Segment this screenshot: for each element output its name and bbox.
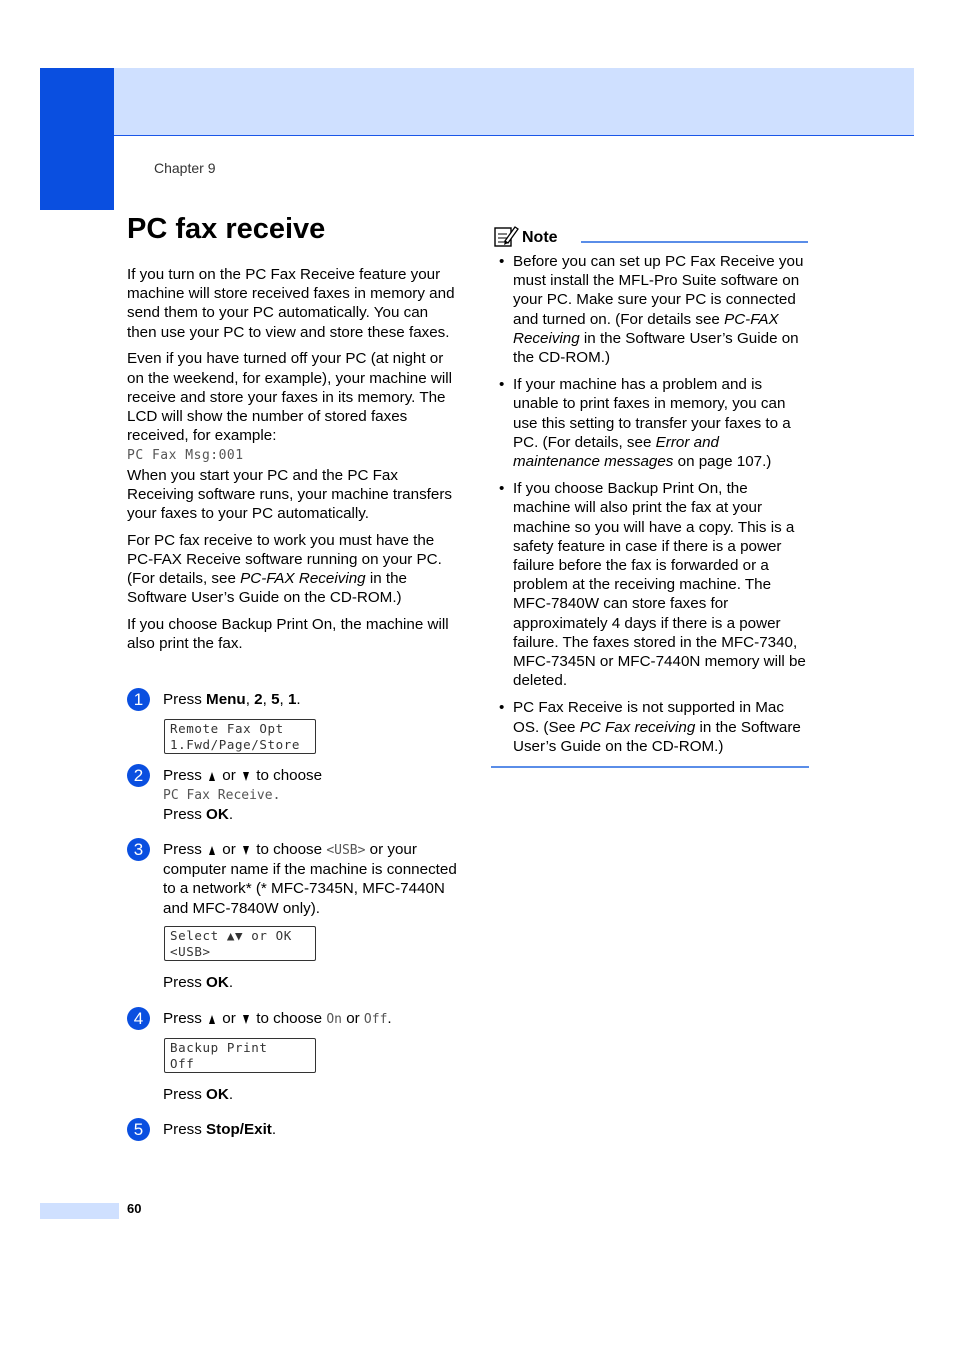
step-number-5: 5	[127, 1118, 150, 1141]
step-5	[127, 1118, 457, 1139]
step-2-press-ok	[163, 805, 457, 824]
note-item-1-a: Before you can set up PC Fax Receive you must install the MFL-Pro Suite software on your PC. Make sure your PC is connected and turned on. (For details see	[513, 253, 804, 328]
note-item	[491, 698, 809, 756]
or: or	[218, 767, 240, 784]
up-arrow-icon	[209, 846, 215, 855]
key-5: 5	[271, 691, 280, 708]
intro-paragraph-5: If you choose Backup Print On, the machine will also print the fax.	[127, 615, 449, 653]
step-3-rest: or your computer name if the machine is connected to a network* (* MFC-7345N, MFC-7440N and MFC-7840W only).	[163, 841, 457, 917]
step-5-text	[163, 1118, 457, 1139]
press: Press	[163, 1086, 207, 1103]
page-number-bar	[40, 1203, 119, 1219]
up-arrow-icon	[209, 772, 215, 781]
note-item-1-em: PC-FAX Receiving	[513, 310, 779, 347]
note-item-4-em: PC Fax receiving	[579, 718, 696, 736]
note-box	[491, 222, 809, 764]
period: .	[271, 1121, 277, 1138]
note-item-2-em: Error and maintenance messages	[513, 433, 719, 471]
up-arrow-icon	[209, 1015, 215, 1024]
sep: ,	[245, 691, 255, 708]
note-item	[491, 375, 809, 471]
option-usb: <USB>	[326, 843, 366, 858]
step-number-4: 4	[127, 1007, 150, 1030]
intro-p4-a: For PC fax receive to work you must have the PC-FAX Receive software running on your PC. (For details, see	[127, 531, 442, 588]
step-number-2: 2	[127, 764, 150, 787]
lcd-example: PC Fax Msg:001	[127, 448, 244, 464]
step-1	[127, 688, 457, 709]
to-choose: to choose	[252, 767, 323, 784]
step-4	[127, 1007, 457, 1029]
down-arrow-icon	[243, 846, 249, 855]
lcd-select-usb: Select ▲▼ or OK <USB>	[164, 926, 316, 961]
down-arrow-icon	[243, 1015, 249, 1024]
step-number-3: 3	[127, 838, 150, 861]
note-pencil-icon	[493, 224, 519, 248]
step-1-press: Press	[163, 691, 207, 708]
or: or	[218, 841, 240, 858]
chapter-label: Chapter 9	[154, 160, 216, 176]
sep: ,	[279, 691, 288, 708]
intro-p4-emphasis: PC-FAX Receiving	[240, 570, 366, 588]
or: or	[341, 1010, 364, 1027]
ok-key: OK	[206, 806, 229, 824]
step-number-1: 1	[127, 688, 150, 711]
note-item	[491, 252, 809, 367]
step-3-text	[163, 838, 463, 918]
intro-text	[127, 265, 457, 661]
to-choose: to choose	[252, 841, 327, 858]
header-rule	[114, 135, 914, 136]
option-off: Off	[363, 1012, 388, 1027]
step-2-text	[163, 764, 457, 785]
period: .	[387, 1010, 392, 1027]
period: .	[228, 806, 234, 824]
step-3	[127, 838, 457, 918]
header-band	[40, 68, 914, 136]
step-2-option	[163, 785, 457, 805]
note-item	[491, 479, 809, 690]
page-title: PC fax receive	[127, 213, 326, 245]
sep: ,	[262, 691, 272, 708]
key-1: 1	[287, 691, 297, 708]
step-3-ok-text	[163, 973, 457, 992]
option-pc-fax-receive: PC Fax Receive.	[163, 788, 281, 804]
note-item-2-a: If your machine has a problem and is unable to print faxes in memory, you can use this setting to transfer your faxes to a PC. (For details, see	[513, 376, 791, 451]
step-2	[127, 764, 457, 825]
note-list	[491, 252, 809, 756]
stop-exit-key: Stop/Exit	[206, 1121, 272, 1138]
step-3-press-ok	[127, 973, 457, 992]
lcd-remote-fax-opt: Remote Fax Opt 1.Fwd/Page/Store	[164, 719, 316, 754]
note-item-4-a: PC Fax Receive is not supported in Mac OS. (See	[513, 699, 784, 736]
ok-key: OK	[206, 974, 229, 991]
menu-key: Menu	[206, 691, 246, 708]
or: or	[218, 1010, 240, 1027]
note-item-4-b: in the Software User’s Guide on the CD-ROM.)	[513, 718, 801, 755]
note-label: Note	[522, 229, 558, 246]
note-item-2-b: on page 107.)	[673, 453, 772, 471]
step-4-text	[163, 1007, 457, 1029]
intro-paragraph-2	[127, 349, 457, 465]
to-choose: to choose	[252, 1010, 327, 1027]
intro-paragraph-4	[127, 531, 457, 608]
note-item-3-a: If you choose Backup Print On, the machine will also print the fax at your machine so you will have a copy. This is a safety feature in case if there is a power failure before the fax is forwarded or a problem at the receiving machine. The MFC-7840W can store faxes for approximately 4 days if there is a power failure. The faxes stored in the MFC-7340, MFC-7345N or MFC-7440N memory will be deleted.	[513, 480, 806, 690]
period: .	[228, 974, 234, 991]
key-2: 2	[254, 691, 263, 708]
intro-paragraph-3: When you start your PC and the PC Fax Receiving software runs, your machine transfers your faxes to your PC automatically.	[127, 466, 452, 522]
note-item-1-b: in the Software User’s Guide on the CD-ROM.)	[513, 329, 799, 367]
page-number: 60	[127, 1201, 142, 1216]
note-top-rule	[581, 241, 808, 243]
down-arrow-icon	[243, 772, 249, 781]
step-5-press: Press	[163, 1121, 207, 1138]
note-bottom-rule	[491, 766, 809, 768]
option-on: On	[326, 1012, 342, 1027]
ok-key: OK	[206, 1086, 229, 1103]
step-4-press-ok	[127, 1085, 457, 1104]
chapter-tab	[40, 68, 114, 210]
note-header	[491, 222, 809, 252]
step-4-press: Press	[163, 1010, 207, 1027]
step-1-text	[163, 688, 457, 709]
intro-paragraph-1: If you turn on the PC Fax Receive feature your machine will store received faxes in memory and send them to your PC automatically. You can then use your PC to view and store these faxes.	[127, 266, 455, 341]
intro-paragraph-2-text: Even if you have turned off your PC (at night or on the weekend, for example), your machine will receive and store your faxes in its memory. The LCD will show the number of stored faxes received, for example:	[127, 350, 453, 445]
intro-p4-b: in the Software User’s Guide on the CD-ROM.)	[127, 570, 407, 607]
step-2-press: Press	[163, 767, 207, 784]
step-3-press: Press	[163, 841, 207, 858]
lcd-backup-print: Backup Print Off	[164, 1038, 316, 1073]
step-4-ok-text	[163, 1085, 457, 1104]
period: .	[228, 1086, 234, 1103]
press: Press	[163, 974, 207, 991]
press: Press	[163, 806, 207, 824]
period: .	[296, 691, 301, 708]
